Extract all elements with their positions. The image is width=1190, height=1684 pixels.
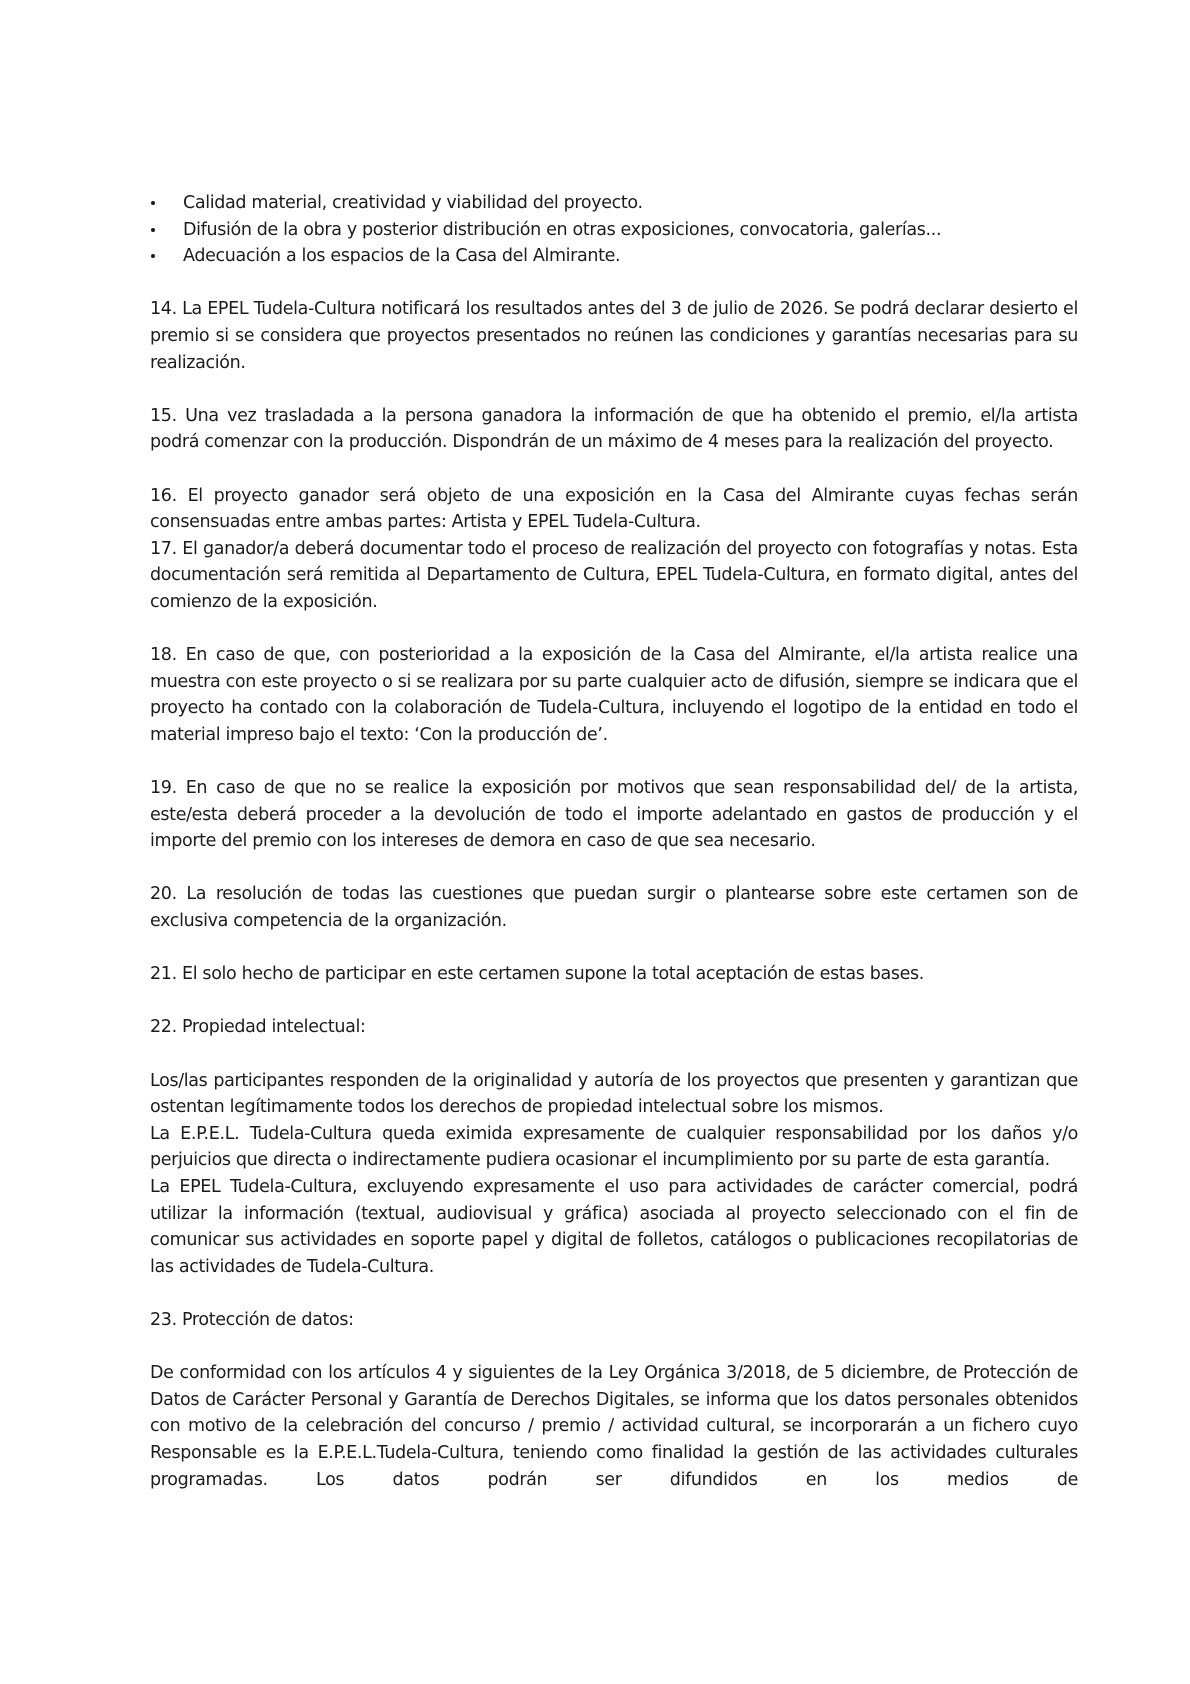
clause-16: 16. El proyecto ganador será objeto de una exposición en la Casa del Almirante cuyas fechas serán consensuadas entre ambas partes: Artista y EPEL Tudela-Cultura. (150, 485, 1078, 533)
clause-17: 17. El ganador/a deberá documentar todo el proceso de realización del proyecto con fotografías y notas. Esta documentación será remitida al Departamento de Cultura, EPEL Tudela-Cultura, en formato digital, antes del comienzo de la exposición. (150, 538, 1078, 612)
clause-22-paragraph-1: Los/las participantes responden de la originalidad y autoría de los proyectos que presenten y garantizan que ostentan legítimamente todos los derechos de propiedad intelectual sobre los mismos. (150, 1070, 1078, 1118)
clause-19: 19. En caso de que no se realice la exposición por motivos que sean responsabilidad del/ de la artista, este/esta deberá proceder a la devolución de todo el importe adelantado en gastos de producción y el importe del premio con los intereses de demora en caso de que sea necesario. (150, 778, 1078, 852)
clause-15: 15. Una vez trasladada a la persona ganadora la información de que ha obtenido el premio, el/la artista podrá comenzar con la producción. Dispondrán de un máximo de 4 meses para la realización del proyecto. (150, 405, 1078, 453)
list-item: Adecuación a los espacios de la Casa del Almirante. (150, 243, 1078, 270)
bullet-icon (151, 228, 155, 232)
clause-14: 14. La EPEL Tudela-Cultura notificará los resultados antes del 3 de julio de 2026. Se podrá declarar desierto el premio si se considera que proyectos presentados no reúnen las condiciones y garantías necesarias para su realización. (150, 299, 1078, 373)
clause-23-paragraph-1: De conformidad con los artículos 4 y siguientes de la Ley Orgánica 3/2018, de 5 diciembre, de Protección de Datos de Carácter Personal y Garantía de Derechos Digitales, se informa que los datos personales obtenidos con motivo de la celebración del concurso / premio / actividad cultural, se incorporarán a un fichero cuyo Responsable es la E.P.E.L.Tudela-Cultura, teniendo como finalidad la gestión de las actividades culturales programadas. Los datos podrán ser difundidos en los medios de (150, 1363, 1078, 1490)
document-page (150, 190, 1078, 1493)
clause-22-paragraph-2: La E.P.E.L. Tudela-Cultura queda eximida expresamente de cualquier responsabilidad por los daños y/o perjuicios que directa o indirectamente pudiera ocasionar el incumplimiento por su parte de esta garantía. (150, 1123, 1078, 1171)
list-item: Difusión de la obra y posterior distribución en otras exposiciones, convocatoria, galerías... (150, 217, 1078, 244)
clause-20: 20. La resolución de todas las cuestiones que puedan surgir o plantearse sobre este certamen son de exclusiva competencia de la organización. (150, 884, 1078, 932)
clause-22-paragraph-3: La EPEL Tudela-Cultura, excluyendo expresamente el uso para actividades de carácter comercial, podrá utilizar la información (textual, audiovisual y gráfica) asociada al proyecto seleccionado con el fin de comunicar sus actividades en soporte papel y digital de folletos, catálogos o publicaciones recopilatorias de las actividades de Tudela-Cultura. (150, 1176, 1078, 1277)
clause-22-heading: 22. Propiedad intelectual: (150, 1017, 366, 1038)
list-item: Calidad material, creatividad y viabilidad del proyecto. (150, 190, 1078, 217)
bullet-icon (151, 254, 155, 258)
clause-21: 21. El solo hecho de participar en este certamen supone la total aceptación de estas bases. (150, 964, 925, 985)
bullet-icon (151, 201, 155, 205)
clause-23-heading: 23. Protección de datos: (150, 1309, 354, 1330)
criteria-list (150, 190, 1078, 270)
clause-18: 18. En caso de que, con posterioridad a la exposición de la Casa del Almirante, el/la artista realice una muestra con este proyecto o si se realizara por su parte cualquier acto de difusión, siempre se indicara que el proyecto ha contado con la colaboración de Tudela-Cultura, incluyendo el logotipo de la entidad en todo el material impreso bajo el texto: ‘Con la producción de’. (150, 645, 1078, 745)
